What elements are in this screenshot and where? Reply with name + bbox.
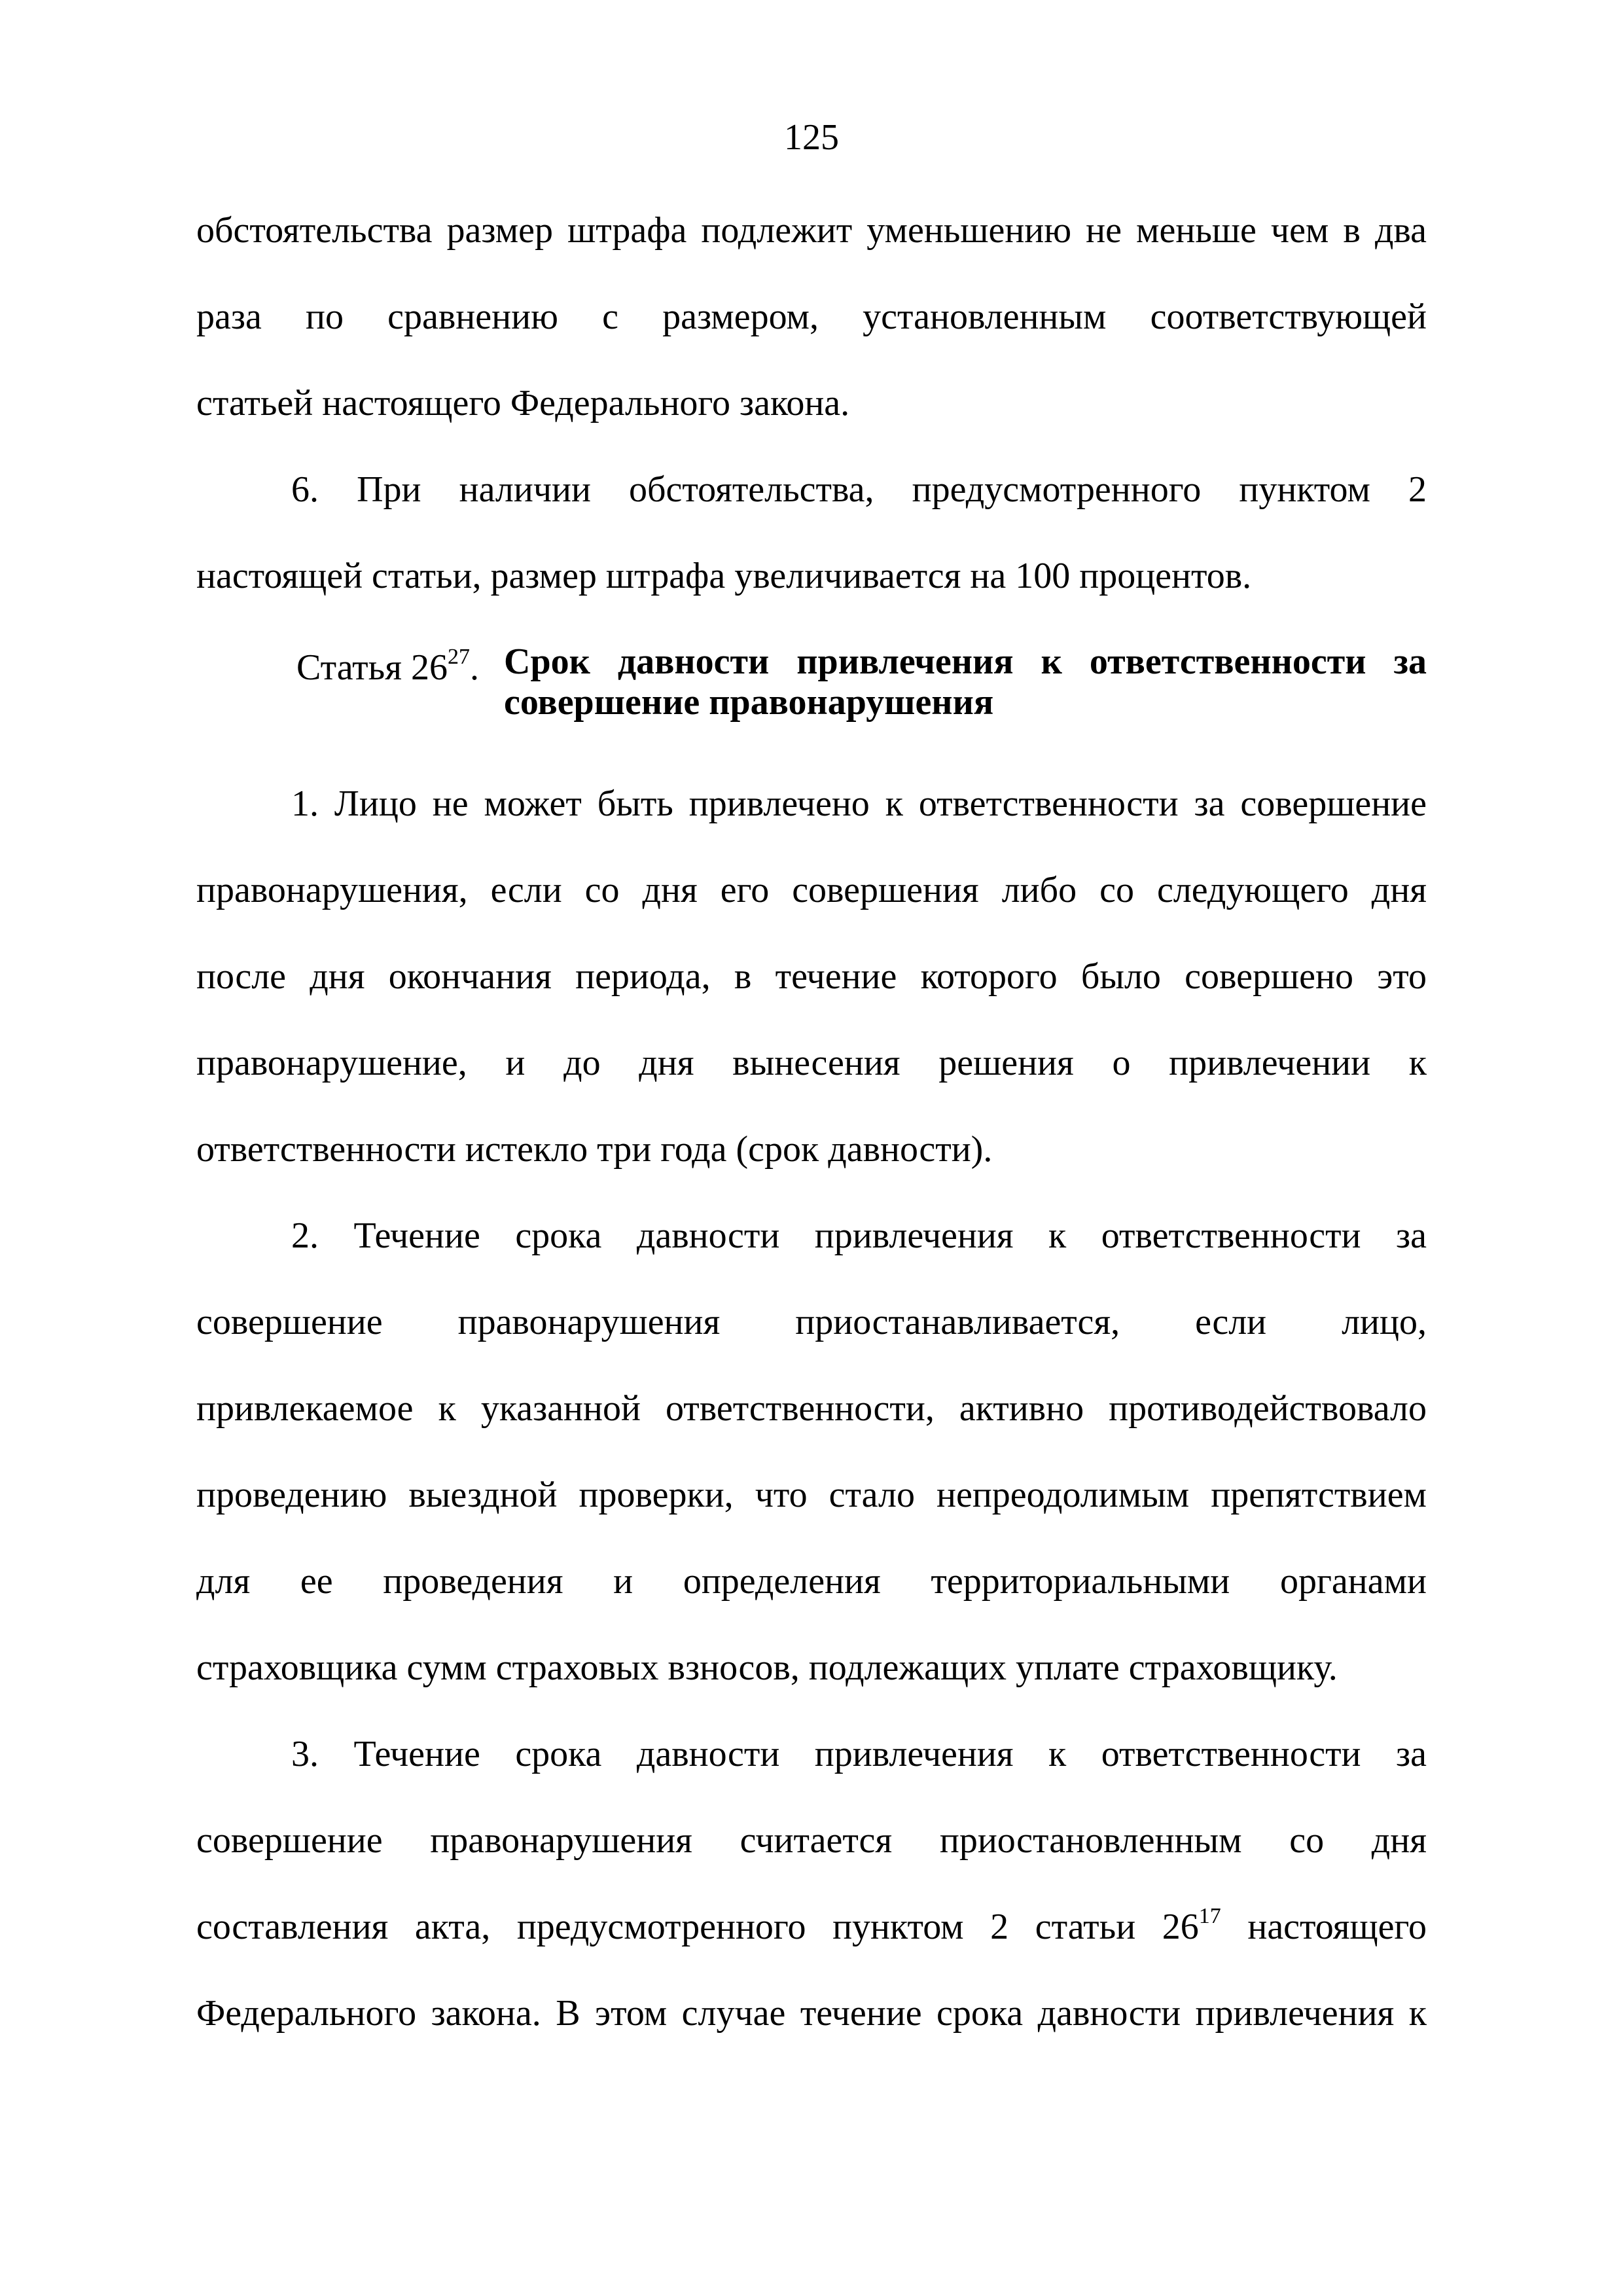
- article-label: [296, 641, 479, 694]
- article-label-prefix: Статья 26: [296, 647, 448, 688]
- text-line: раза по сравнению с размером, установленным соответствующей: [196, 296, 1427, 337]
- text-line: 1. Лицо не может быть привлечено к ответственности за совершение: [291, 783, 1427, 824]
- text-line: проведению выездной проверки, что стало непреодолимым препятствием: [196, 1475, 1427, 1515]
- text-line: совершение правонарушения считается приостановленным со дня: [196, 1820, 1427, 1861]
- text-line: Федерального закона. В этом случае течение срока давности привлечения к: [196, 1993, 1427, 2034]
- text-line: 3. Течение срока давности привлечения к ответственности за: [291, 1734, 1427, 1774]
- text-line: привлекаемое к указанной ответственности, активно противодействовало: [196, 1388, 1427, 1429]
- text-line: для ее проведения и определения территориальными органами: [196, 1561, 1427, 1602]
- text-line: ответственности истекло три года (срок давности).: [196, 1129, 993, 1170]
- page-number: 125: [784, 117, 839, 158]
- article-title: [504, 641, 1427, 723]
- text-line: [196, 1901, 1427, 1953]
- text-line: обстоятельства размер штрафа подлежит уменьшению не меньше чем в два: [196, 210, 1427, 251]
- text-line: совершение правонарушения приостанавливается, если лицо,: [196, 1302, 1427, 1342]
- text-line: после дня окончания периода, в течение которого было совершено это: [196, 956, 1427, 997]
- text-line: настоящей статьи, размер штрафа увеличивается на 100 процентов.: [196, 556, 1252, 596]
- text-line: правонарушения, если со дня его совершения либо со следующего дня: [196, 870, 1427, 910]
- text-fragment: составления акта, предусмотренного пунктом 2 статьи 26: [196, 1907, 1199, 1947]
- text-line: страховщика сумм страховых взносов, подлежащих уплате страховщику.: [196, 1647, 1338, 1688]
- text-line: правонарушение, и до дня вынесения решения о привлечении к: [196, 1043, 1427, 1083]
- text-line: 6. При наличии обстоятельства, предусмотренного пунктом 2: [291, 469, 1427, 510]
- article-title-line: совершение правонарушения: [504, 682, 994, 723]
- text-line: статьей настоящего Федерального закона.: [196, 383, 850, 423]
- article-heading: [296, 641, 1427, 753]
- article-label-superscript: 27: [447, 645, 470, 670]
- text-fragment: настоящего: [1221, 1907, 1427, 1947]
- article-title-line: Срок давности привлечения к ответственности за: [504, 641, 1427, 682]
- superscript: 17: [1198, 1904, 1221, 1929]
- text-line: 2. Течение срока давности привлечения к ответственности за: [291, 1215, 1427, 1256]
- article-label-suffix: .: [469, 647, 479, 688]
